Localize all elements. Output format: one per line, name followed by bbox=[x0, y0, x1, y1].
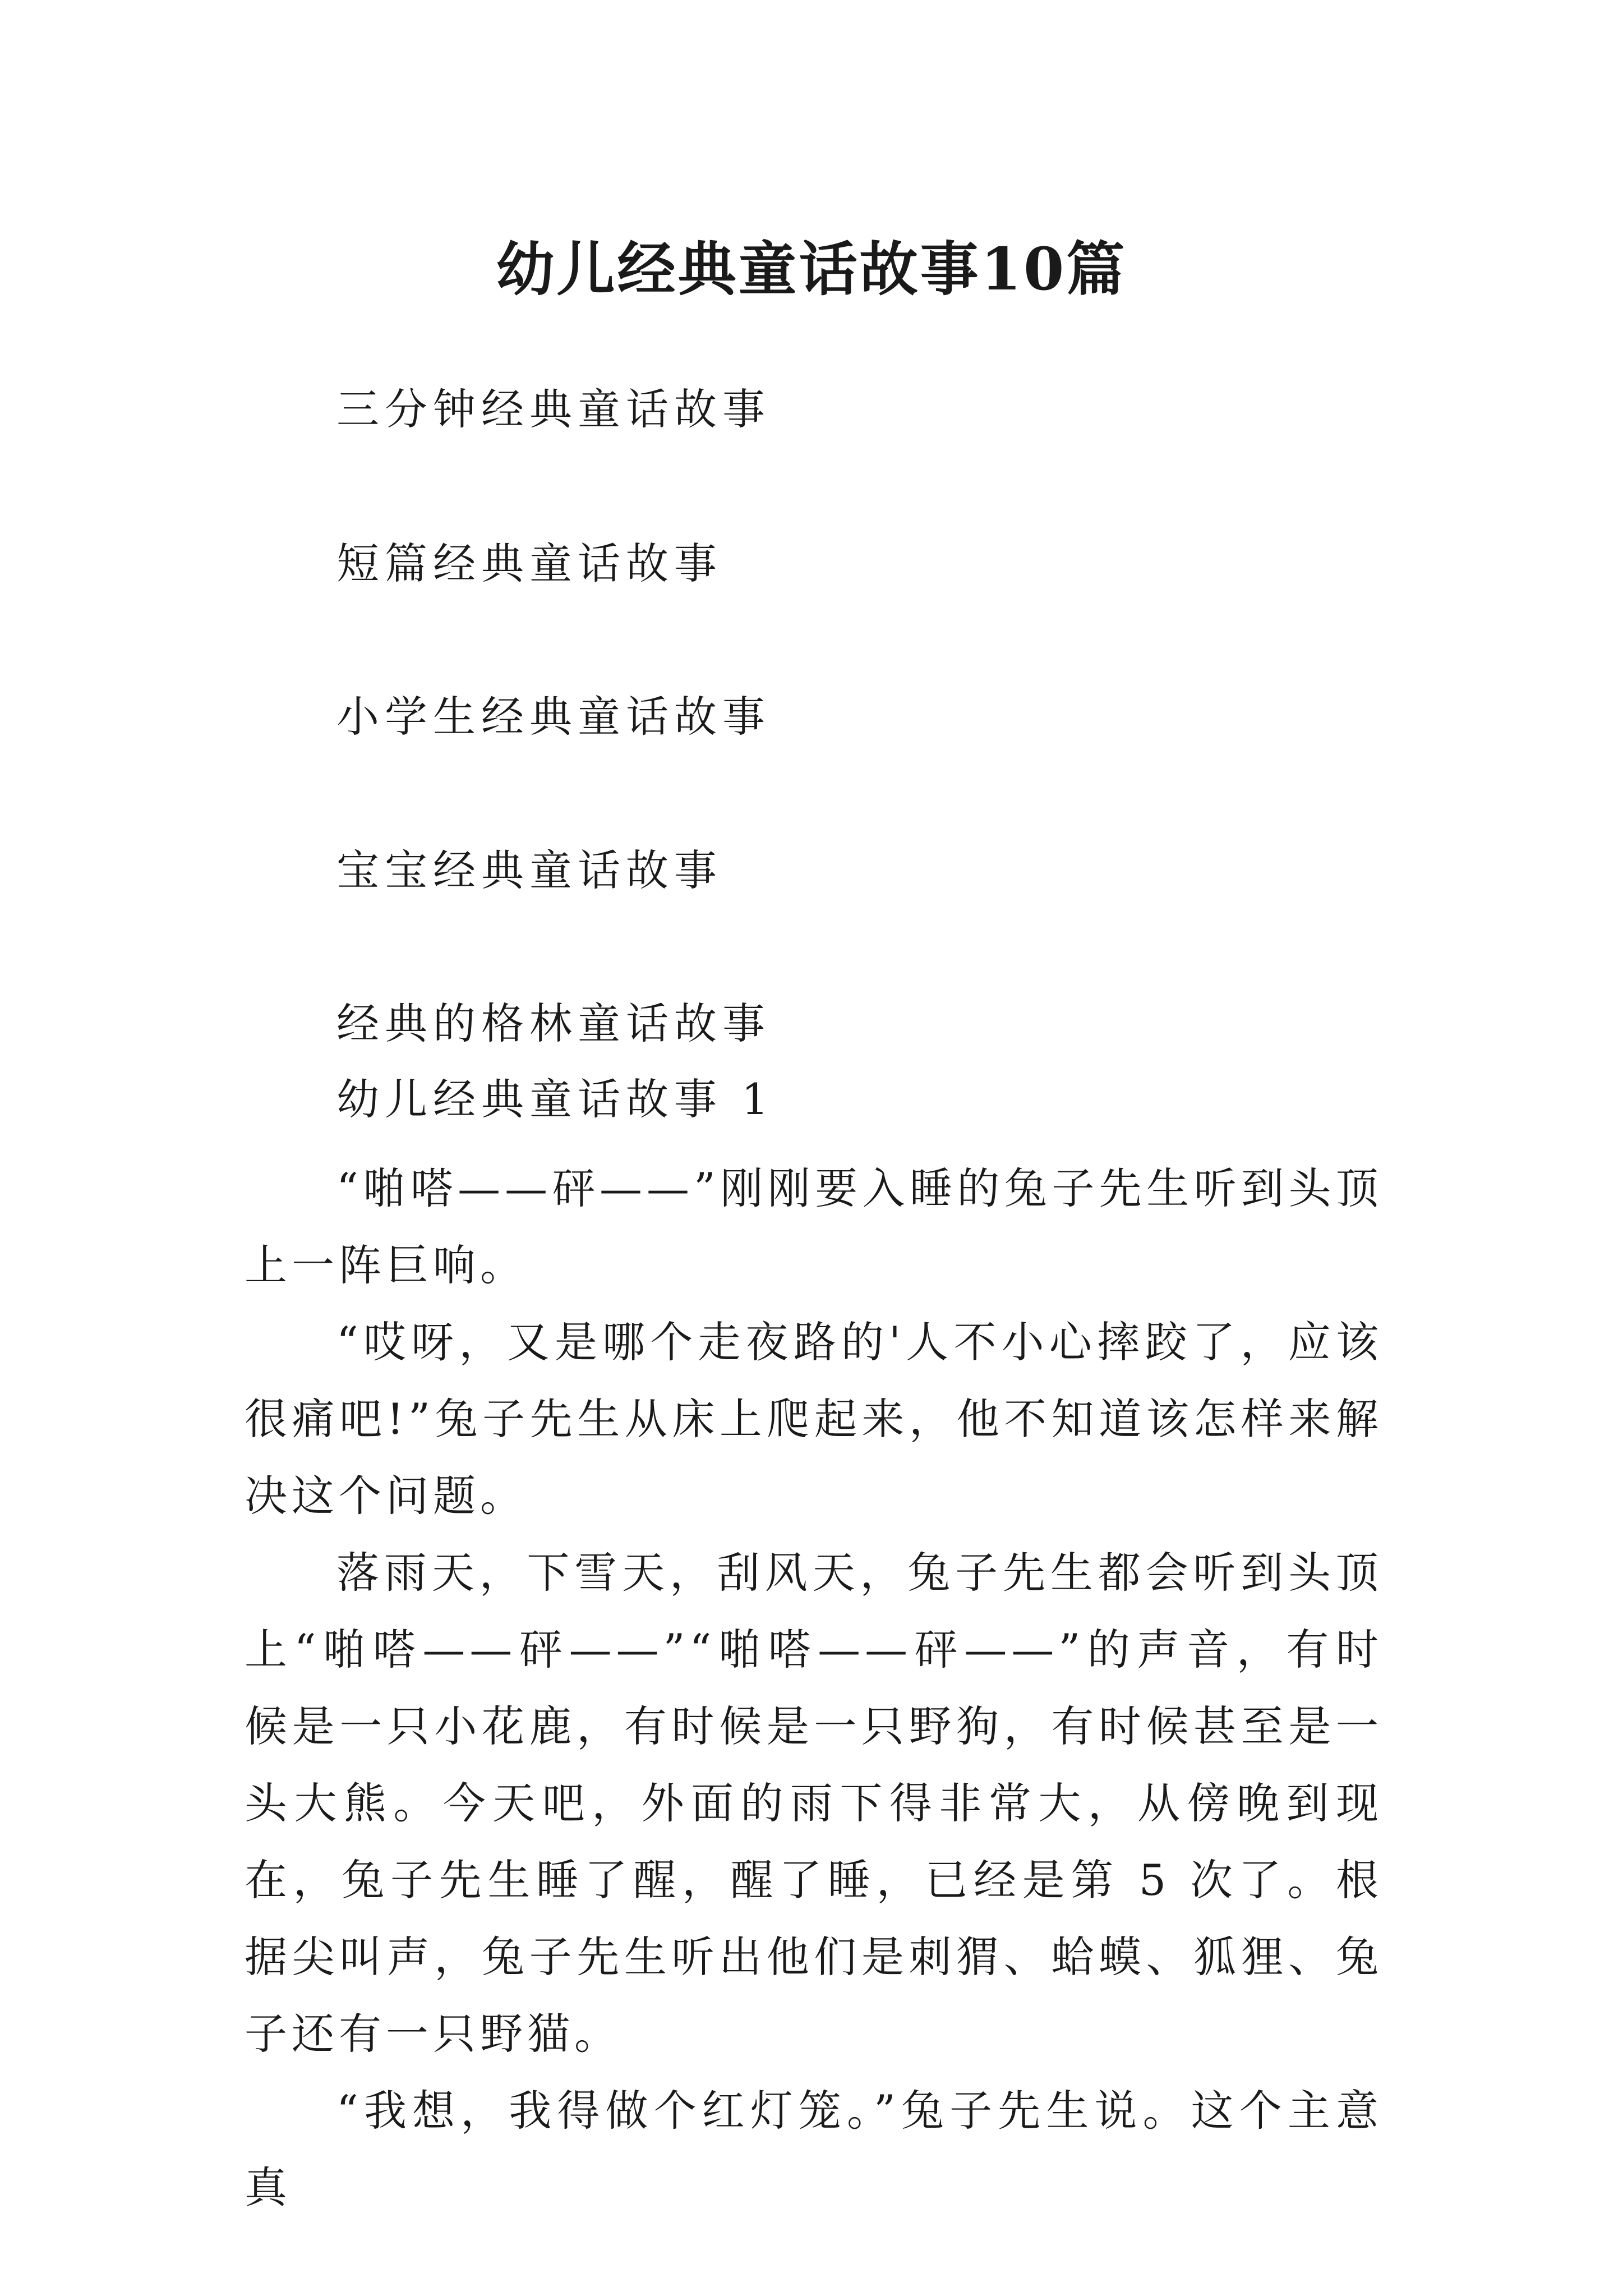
story-body bbox=[245, 1150, 1383, 2226]
story-heading: 幼儿经典童话故事 1 bbox=[336, 1074, 774, 1124]
story-paragraph: 落雨天，下雪天，刮风天，兔子先生都会听到头顶上“啪嗒——砰——”“啪嗒——砰——”的声音，有时候是一只小花鹿，有时候是一只野狗，有时候甚至是一头大熊。今天吧，外面的雨下得非常大，从傍晚到现在，兔子先生睡了醒，醒了睡，已经是第 5 次了。根据尖叫声，兔子先生听出他们是刺猬、蛤蟆、狐狸、兔子还有一只野猫。 bbox=[245, 1548, 1383, 2059]
toc-item: 宝宝经典童话故事 bbox=[336, 845, 722, 895]
toc-item: 小学生经典童话故事 bbox=[336, 692, 771, 742]
toc-item: 三分钟经典童话故事 bbox=[336, 384, 771, 434]
toc-item: 短篇经典童话故事 bbox=[336, 539, 722, 588]
story-paragraph: “啪嗒——砰——”刚刚要入睡的兔子先生听到头顶上一阵巨响。 bbox=[245, 1163, 1383, 1290]
story-paragraph: “哎呀，又是哪个走夜路的'人不小心摔跤了，应该很痛吧!”兔子先生从床上爬起来，他不知道该怎样来解决这个问题。 bbox=[245, 1317, 1383, 1521]
story-paragraph: “我想，我得做个红灯笼。”兔子先生说。这个主意真 bbox=[245, 2086, 1383, 2212]
document-title: 幼儿经典童话故事10篇 bbox=[496, 234, 1127, 303]
toc-item: 经典的格林童话故事 bbox=[336, 999, 771, 1048]
